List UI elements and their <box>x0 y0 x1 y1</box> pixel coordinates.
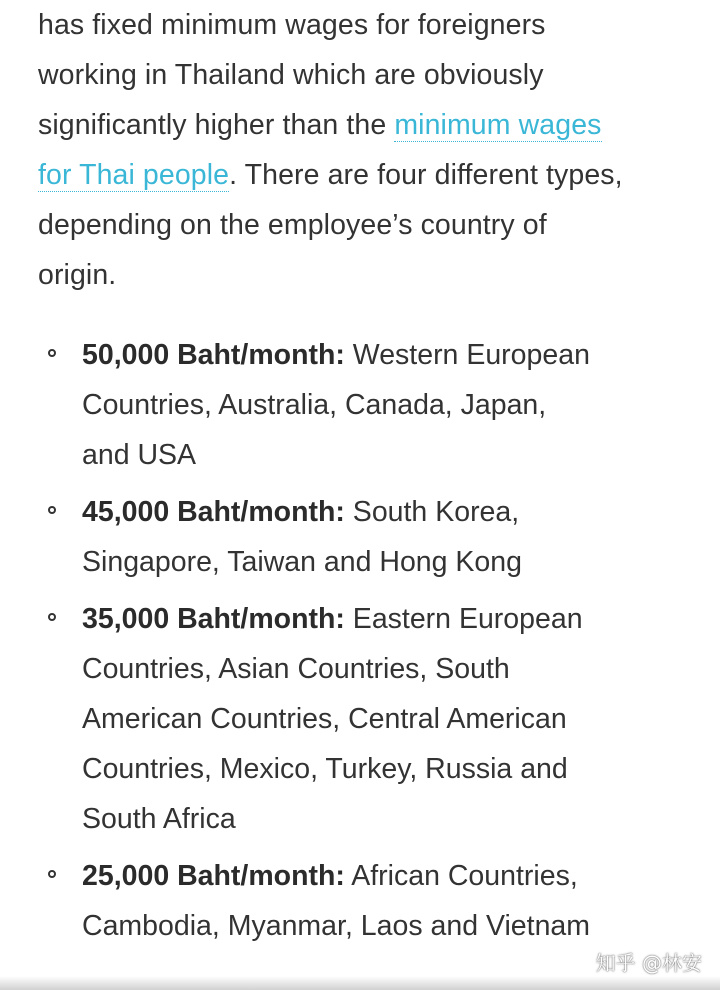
bottom-edge-shadow <box>0 976 720 990</box>
article-body <box>38 0 678 942</box>
wage-item <box>38 594 678 844</box>
wage-countries: South Africa <box>82 803 236 835</box>
intro-line <box>38 150 678 200</box>
intro-line: origin. <box>38 259 117 291</box>
intro-paragraph <box>38 0 678 300</box>
wage-countries: Countries, Australia, Canada, Japan, <box>82 389 547 421</box>
wage-item <box>38 851 678 951</box>
intro-line <box>38 100 678 150</box>
wage-line <box>82 851 678 901</box>
bullet-icon <box>48 349 56 357</box>
wage-countries: and USA <box>82 439 197 471</box>
minimum-wages-link[interactable]: minimum wages <box>394 109 602 141</box>
wage-list <box>38 330 678 958</box>
bullet-icon <box>48 506 56 514</box>
intro-text: significantly higher than the <box>38 109 395 141</box>
intro-text: . There are four different types, <box>229 159 623 191</box>
wage-countries: Countries, Mexico, Turkey, Russia and <box>82 753 568 785</box>
zhihu-watermark: 知乎 @林安 <box>595 951 702 975</box>
wage-countries: Countries, Asian Countries, South <box>82 653 510 685</box>
wage-item <box>38 330 678 480</box>
wage-amount: 45,000 Baht/month: <box>82 496 345 528</box>
wage-amount: 35,000 Baht/month: <box>82 603 345 635</box>
wage-countries: Western European <box>344 339 590 371</box>
intro-line: depending on the employee’s country of <box>38 209 547 241</box>
wage-line <box>82 594 678 644</box>
intro-line: has fixed minimum wages for foreigners <box>38 9 546 41</box>
bullet-icon <box>48 613 56 621</box>
wage-countries: American Countries, Central American <box>82 703 567 735</box>
bullet-icon <box>48 870 56 878</box>
wage-line <box>82 487 678 537</box>
wage-line <box>82 330 678 380</box>
wage-countries: African Countries, <box>344 860 578 892</box>
thai-people-link[interactable]: for Thai people <box>38 159 230 191</box>
wage-amount: 50,000 Baht/month: <box>82 339 345 371</box>
wage-countries: Eastern European <box>344 603 583 635</box>
wage-countries: South Korea, <box>344 496 520 528</box>
wage-countries: Singapore, Taiwan and Hong Kong <box>82 546 522 578</box>
intro-line: working in Thailand which are obviously <box>38 59 544 91</box>
wage-amount: 25,000 Baht/month: <box>82 860 345 892</box>
wage-item <box>38 487 678 587</box>
wage-countries: Cambodia, Myanmar, Laos and Vietnam <box>82 910 591 942</box>
